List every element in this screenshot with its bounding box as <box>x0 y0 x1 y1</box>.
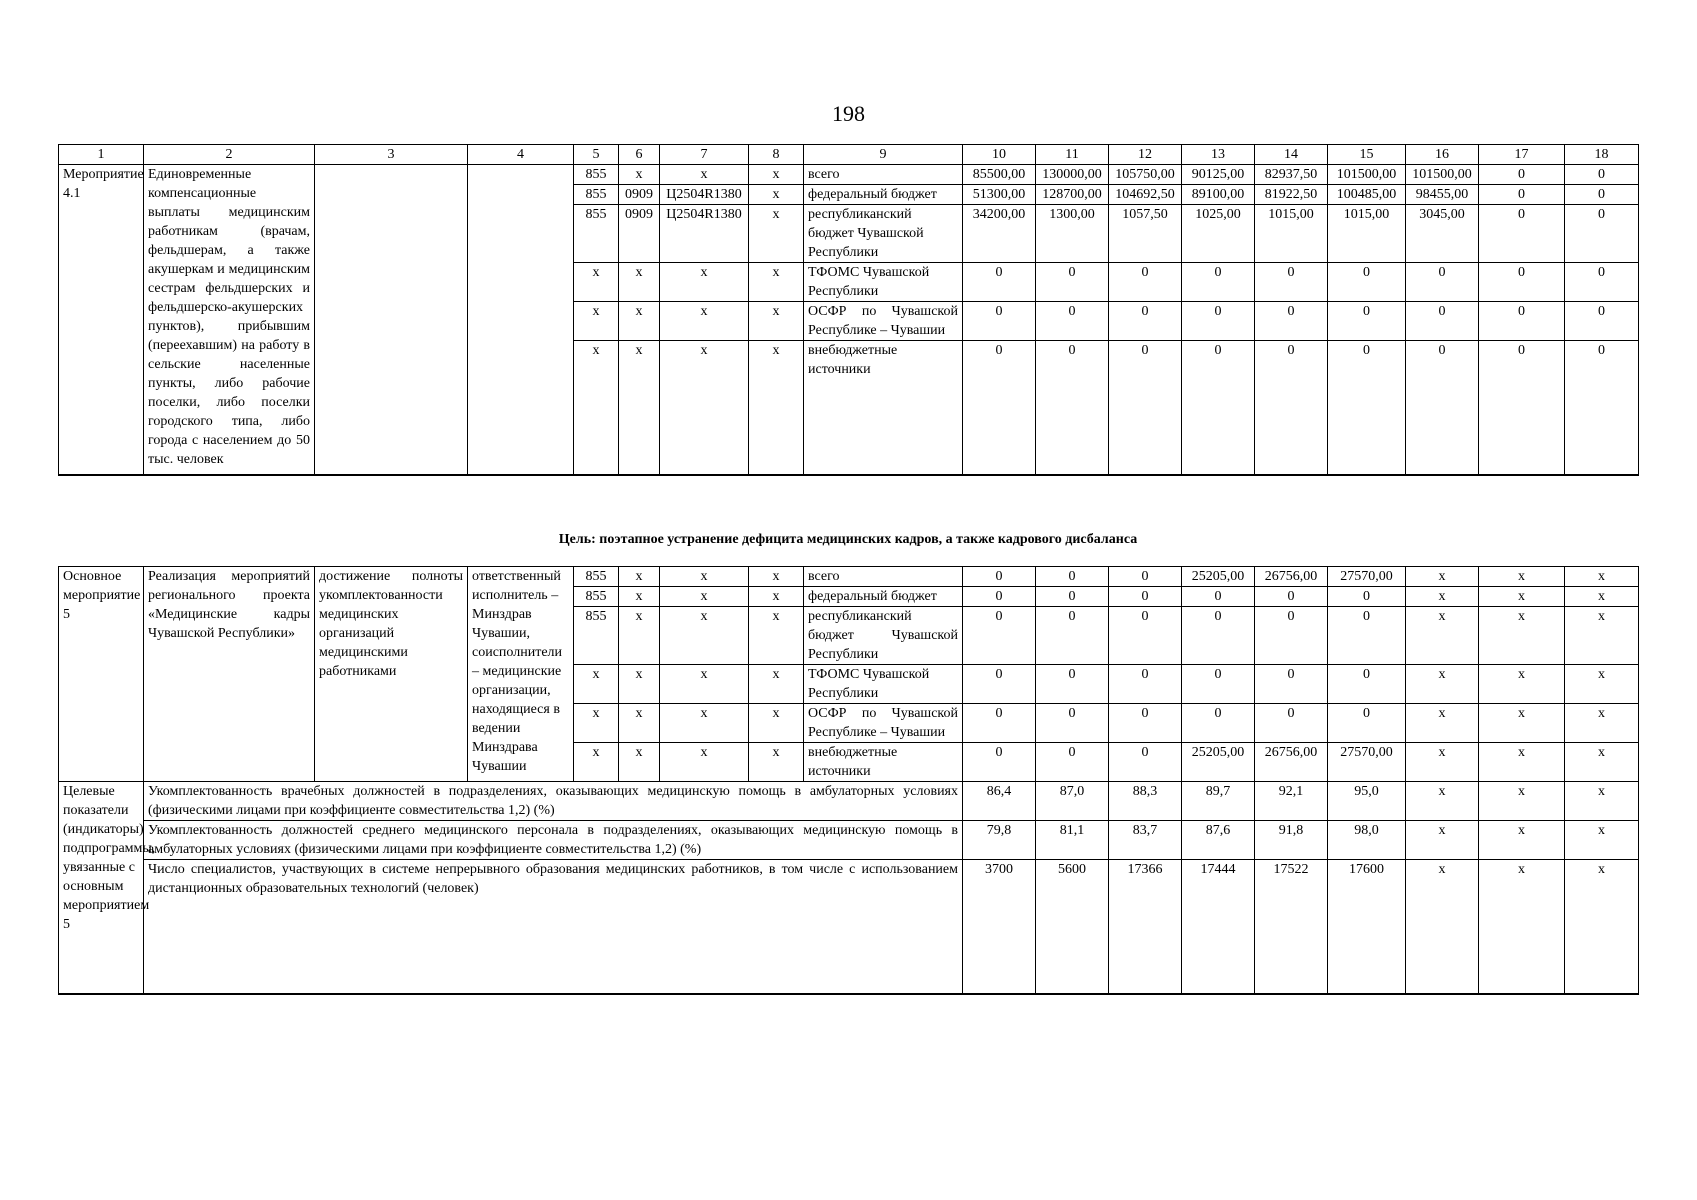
cell-value: 0 <box>1182 302 1255 341</box>
cell-target-article: х <box>660 263 749 302</box>
cell-value: 89100,00 <box>1182 185 1255 205</box>
indicators-label: Целевые показатели (индикаторы) подпрограммы, увязанные с основным мероприятием 5 <box>59 782 144 994</box>
cell-value: 0 <box>963 263 1036 302</box>
cell-value: х <box>1565 665 1639 704</box>
cell-value: 0 <box>1036 587 1109 607</box>
cell-value: 0 <box>1255 302 1328 341</box>
cell-expense-group: х <box>749 607 804 665</box>
cell-target-article: Ц2504R1380 <box>660 185 749 205</box>
cell-value: 0 <box>1182 341 1255 475</box>
cell-value: 26756,00 <box>1255 567 1328 587</box>
cell-value: 25205,00 <box>1182 743 1255 782</box>
cell-value: 0 <box>1479 185 1565 205</box>
main-measure-executor: ответственный исполнитель – Минздрав Чувашии, соисполнители – медицинские организации, находящиеся в ведении Минздрава Чувашии <box>468 567 574 782</box>
cell-value: х <box>1565 860 1639 994</box>
cell-value: х <box>1479 821 1565 860</box>
cell-value: 0 <box>1255 665 1328 704</box>
cell-section: х <box>619 665 660 704</box>
cell-value: х <box>1565 567 1639 587</box>
cell-value: 87,0 <box>1036 782 1109 821</box>
cell-value: 51300,00 <box>963 185 1036 205</box>
cell-target-article: х <box>660 587 749 607</box>
cell-source: внебюджетные источники <box>804 743 963 782</box>
table-measure-4-1 <box>58 144 1639 476</box>
measure-title: Мероприятие 4.1 <box>59 165 144 475</box>
cell-section: х <box>619 341 660 475</box>
main-measure-goal: достижение полноты укомплектованности медицинских организаций медицинскими работниками <box>315 567 468 782</box>
cell-value: 0 <box>963 567 1036 587</box>
cell-expense-group: х <box>749 665 804 704</box>
col-header: 2 <box>144 145 315 165</box>
cell-value: 130000,00 <box>1036 165 1109 185</box>
cell-grbs: х <box>574 665 619 704</box>
cell-value: 87,6 <box>1182 821 1255 860</box>
cell-value: 0 <box>1255 341 1328 475</box>
cell-value: 0 <box>1328 704 1406 743</box>
cell-value: 0 <box>1565 185 1639 205</box>
cell-value: х <box>1479 704 1565 743</box>
cell-expense-group: х <box>749 185 804 205</box>
cell-value: х <box>1565 607 1639 665</box>
cell-value: 0 <box>1565 263 1639 302</box>
cell-source: республиканский бюджет Чувашской Республики <box>804 607 963 665</box>
cell-value: 101500,00 <box>1406 165 1479 185</box>
cell-value: 0 <box>1109 341 1182 475</box>
cell-expense-group: х <box>749 263 804 302</box>
cell-target-article: х <box>660 743 749 782</box>
cell-value: х <box>1406 567 1479 587</box>
col-header: 18 <box>1565 145 1639 165</box>
cell-value: х <box>1406 782 1479 821</box>
cell-grbs: 855 <box>574 567 619 587</box>
column-number-row <box>59 145 1639 165</box>
cell-value: 0 <box>1109 704 1182 743</box>
cell-value: 0 <box>1565 165 1639 185</box>
cell-value: 83,7 <box>1109 821 1182 860</box>
indicator-text: Укомплектованность должностей среднего медицинского персонала в подразделениях, оказывающих медицинскую помощь в амбулаторных условиях (физическими лицами при коэффициенте совместительства 1,2) (%) <box>144 821 963 860</box>
col-header: 1 <box>59 145 144 165</box>
measure-goal <box>315 165 468 475</box>
cell-expense-group: х <box>749 302 804 341</box>
indicator-text: Число специалистов, участвующих в системе непрерывного образования медицинских работников, в том числе с использованием дистанционных образовательных технологий (человек) <box>144 860 963 994</box>
cell-value: 0 <box>1109 587 1182 607</box>
cell-value: х <box>1479 587 1565 607</box>
cell-value: х <box>1406 587 1479 607</box>
cell-grbs: х <box>574 743 619 782</box>
cell-section: х <box>619 302 660 341</box>
cell-value: 26756,00 <box>1255 743 1328 782</box>
cell-value: 1015,00 <box>1328 205 1406 263</box>
cell-value: х <box>1565 587 1639 607</box>
cell-section: х <box>619 567 660 587</box>
cell-value: 1057,50 <box>1109 205 1182 263</box>
cell-value: х <box>1479 743 1565 782</box>
cell-target-article: х <box>660 302 749 341</box>
cell-source: ОСФР по Чувашской Республике – Чувашии <box>804 302 963 341</box>
col-header: 4 <box>468 145 574 165</box>
cell-value: 0 <box>1255 587 1328 607</box>
cell-value: 90125,00 <box>1182 165 1255 185</box>
col-header: 8 <box>749 145 804 165</box>
indicator-row <box>59 821 1639 860</box>
col-header: 17 <box>1479 145 1565 165</box>
main-measure-title: Основное мероприятие 5 <box>59 567 144 782</box>
cell-value: х <box>1479 607 1565 665</box>
cell-value: 0 <box>1109 743 1182 782</box>
cell-section: 0909 <box>619 185 660 205</box>
cell-value: 17522 <box>1255 860 1328 994</box>
cell-grbs: х <box>574 704 619 743</box>
cell-expense-group: х <box>749 165 804 185</box>
table-main-measure-5 <box>58 566 1639 995</box>
cell-target-article: Ц2504R1380 <box>660 205 749 263</box>
cell-value: 95,0 <box>1328 782 1406 821</box>
cell-value: 128700,00 <box>1036 185 1109 205</box>
cell-source: федеральный бюджет <box>804 587 963 607</box>
cell-section: х <box>619 587 660 607</box>
cell-value: 98455,00 <box>1406 185 1479 205</box>
indicator-row <box>59 860 1639 994</box>
cell-value: 3045,00 <box>1406 205 1479 263</box>
cell-value: 0 <box>1182 607 1255 665</box>
col-header: 3 <box>315 145 468 165</box>
cell-value: 0 <box>963 704 1036 743</box>
cell-value: 0 <box>963 341 1036 475</box>
cell-value: 0 <box>1479 302 1565 341</box>
cell-value: 0 <box>1109 302 1182 341</box>
page-number: 198 <box>832 101 865 126</box>
cell-value: 0 <box>1328 263 1406 302</box>
cell-target-article: х <box>660 607 749 665</box>
measure-executor <box>468 165 574 475</box>
table-row <box>59 567 1639 587</box>
cell-section: х <box>619 165 660 185</box>
cell-expense-group: х <box>749 205 804 263</box>
cell-source: всего <box>804 567 963 587</box>
cell-value: 0 <box>1109 607 1182 665</box>
cell-value: х <box>1406 743 1479 782</box>
cell-value: 91,8 <box>1255 821 1328 860</box>
cell-value: 1300,00 <box>1036 205 1109 263</box>
cell-value: 0 <box>1406 302 1479 341</box>
cell-section: х <box>619 743 660 782</box>
cell-value: 0 <box>1479 341 1565 475</box>
cell-value: 0 <box>963 607 1036 665</box>
cell-target-article: х <box>660 165 749 185</box>
goal-heading: Цель: поэтапное устранение дефицита медицинских кадров, а также кадрового дисбаланса <box>558 532 1138 547</box>
cell-value: 85500,00 <box>963 165 1036 185</box>
cell-source: республиканский бюджет Чувашской Республики <box>804 205 963 263</box>
cell-value: 0 <box>1255 263 1328 302</box>
cell-grbs: 855 <box>574 185 619 205</box>
cell-value: х <box>1565 704 1639 743</box>
cell-value: 101500,00 <box>1328 165 1406 185</box>
main-measure-description: Реализация мероприятий регионального проекта «Медицинские кадры Чувашской Республики» <box>144 567 315 782</box>
col-header: 13 <box>1182 145 1255 165</box>
cell-value: 0 <box>1182 704 1255 743</box>
cell-value: 0 <box>1109 263 1182 302</box>
col-header: 16 <box>1406 145 1479 165</box>
cell-source: федеральный бюджет <box>804 185 963 205</box>
cell-value: 0 <box>963 587 1036 607</box>
cell-value: х <box>1479 665 1565 704</box>
cell-source: ОСФР по Чувашской Республике – Чувашии <box>804 704 963 743</box>
table-row <box>59 165 1639 185</box>
cell-value: х <box>1479 782 1565 821</box>
cell-value: 0 <box>1036 341 1109 475</box>
cell-grbs: х <box>574 302 619 341</box>
cell-value: х <box>1565 821 1639 860</box>
cell-value: х <box>1479 860 1565 994</box>
cell-source: ТФОМС Чувашской Республики <box>804 263 963 302</box>
indicator-text: Укомплектованность врачебных должностей в подразделениях, оказывающих медицинскую помощь в амбулаторных условиях (физическими лицами при коэффициенте совместительства 1,2) (%) <box>144 782 963 821</box>
indicator-row <box>59 782 1639 821</box>
cell-value: 5600 <box>1036 860 1109 994</box>
cell-section: х <box>619 263 660 302</box>
cell-value: 0 <box>1036 302 1109 341</box>
cell-expense-group: х <box>749 704 804 743</box>
cell-value: 0 <box>1255 704 1328 743</box>
col-header: 14 <box>1255 145 1328 165</box>
cell-grbs: х <box>574 263 619 302</box>
cell-value: 0 <box>1182 665 1255 704</box>
col-header: 7 <box>660 145 749 165</box>
cell-expense-group: х <box>749 743 804 782</box>
cell-value: 1015,00 <box>1255 205 1328 263</box>
cell-grbs: х <box>574 341 619 475</box>
cell-target-article: х <box>660 567 749 587</box>
cell-value: 27570,00 <box>1328 743 1406 782</box>
cell-value: 79,8 <box>963 821 1036 860</box>
cell-source: ТФОМС Чувашской Республики <box>804 665 963 704</box>
cell-source: внебюджетные источники <box>804 341 963 475</box>
cell-value: 0 <box>1479 165 1565 185</box>
cell-value: 0 <box>1565 205 1639 263</box>
cell-value: 25205,00 <box>1182 567 1255 587</box>
cell-value: 0 <box>1255 607 1328 665</box>
cell-target-article: х <box>660 341 749 475</box>
cell-value: х <box>1406 607 1479 665</box>
col-header: 5 <box>574 145 619 165</box>
cell-value: х <box>1565 782 1639 821</box>
cell-section: х <box>619 607 660 665</box>
cell-value: 0 <box>1036 704 1109 743</box>
cell-grbs: 855 <box>574 205 619 263</box>
cell-value: 0 <box>1406 263 1479 302</box>
col-header: 10 <box>963 145 1036 165</box>
cell-value: 82937,50 <box>1255 165 1328 185</box>
cell-value: 89,7 <box>1182 782 1255 821</box>
cell-expense-group: х <box>749 567 804 587</box>
cell-grbs: 855 <box>574 587 619 607</box>
cell-value: 0 <box>1565 302 1639 341</box>
cell-source: всего <box>804 165 963 185</box>
cell-value: 17444 <box>1182 860 1255 994</box>
cell-target-article: х <box>660 665 749 704</box>
cell-value: 0 <box>1328 341 1406 475</box>
col-header: 6 <box>619 145 660 165</box>
cell-value: 81922,50 <box>1255 185 1328 205</box>
cell-value: х <box>1406 860 1479 994</box>
cell-value: 0 <box>1182 263 1255 302</box>
cell-target-article: х <box>660 704 749 743</box>
measure-description: Единовременные компенсационные выплаты медицинским работникам (врачам, фельдшерам, а также акушеркам и медицинским сестрам фельдшерских и фельдшерско-акушерских пунктов), прибывшим (переехавшим) на работу в сельские населенные пункты, либо рабочие поселки, либо поселки городского типа, либо города с населением до 50 тыс. человек <box>144 165 315 475</box>
cell-value: 92,1 <box>1255 782 1328 821</box>
cell-value: 0 <box>963 743 1036 782</box>
cell-expense-group: х <box>749 341 804 475</box>
cell-value: х <box>1406 704 1479 743</box>
cell-section: х <box>619 704 660 743</box>
cell-expense-group: х <box>749 587 804 607</box>
cell-value: 17600 <box>1328 860 1406 994</box>
cell-value: 0 <box>1328 665 1406 704</box>
cell-value: 0 <box>963 665 1036 704</box>
cell-section: 0909 <box>619 205 660 263</box>
cell-value: х <box>1565 743 1639 782</box>
cell-value: 100485,00 <box>1328 185 1406 205</box>
cell-value: 34200,00 <box>963 205 1036 263</box>
cell-value: 1025,00 <box>1182 205 1255 263</box>
cell-value: 0 <box>963 302 1036 341</box>
cell-value: 17366 <box>1109 860 1182 994</box>
cell-grbs: 855 <box>574 165 619 185</box>
cell-value: 27570,00 <box>1328 567 1406 587</box>
cell-value: х <box>1406 665 1479 704</box>
col-header: 15 <box>1328 145 1406 165</box>
col-header: 11 <box>1036 145 1109 165</box>
cell-value: 0 <box>1109 665 1182 704</box>
cell-value: 0 <box>1328 587 1406 607</box>
cell-value: 0 <box>1036 263 1109 302</box>
cell-value: 0 <box>1182 587 1255 607</box>
cell-value: 104692,50 <box>1109 185 1182 205</box>
col-header: 12 <box>1109 145 1182 165</box>
cell-value: 98,0 <box>1328 821 1406 860</box>
cell-value: 105750,00 <box>1109 165 1182 185</box>
cell-grbs: 855 <box>574 607 619 665</box>
cell-value: 0 <box>1565 341 1639 475</box>
cell-value: 0 <box>1328 302 1406 341</box>
cell-value: 3700 <box>963 860 1036 994</box>
cell-value: 0 <box>1036 567 1109 587</box>
cell-value: 0 <box>1479 263 1565 302</box>
cell-value: 0 <box>1328 607 1406 665</box>
cell-value: 88,3 <box>1109 782 1182 821</box>
cell-value: 86,4 <box>963 782 1036 821</box>
cell-value: 0 <box>1036 607 1109 665</box>
cell-value: 0 <box>1479 205 1565 263</box>
cell-value: 0 <box>1109 567 1182 587</box>
cell-value: 81,1 <box>1036 821 1109 860</box>
cell-value: х <box>1406 821 1479 860</box>
cell-value: 0 <box>1406 341 1479 475</box>
cell-value: 0 <box>1036 743 1109 782</box>
cell-value: 0 <box>1036 665 1109 704</box>
col-header: 9 <box>804 145 963 165</box>
cell-value: х <box>1479 567 1565 587</box>
